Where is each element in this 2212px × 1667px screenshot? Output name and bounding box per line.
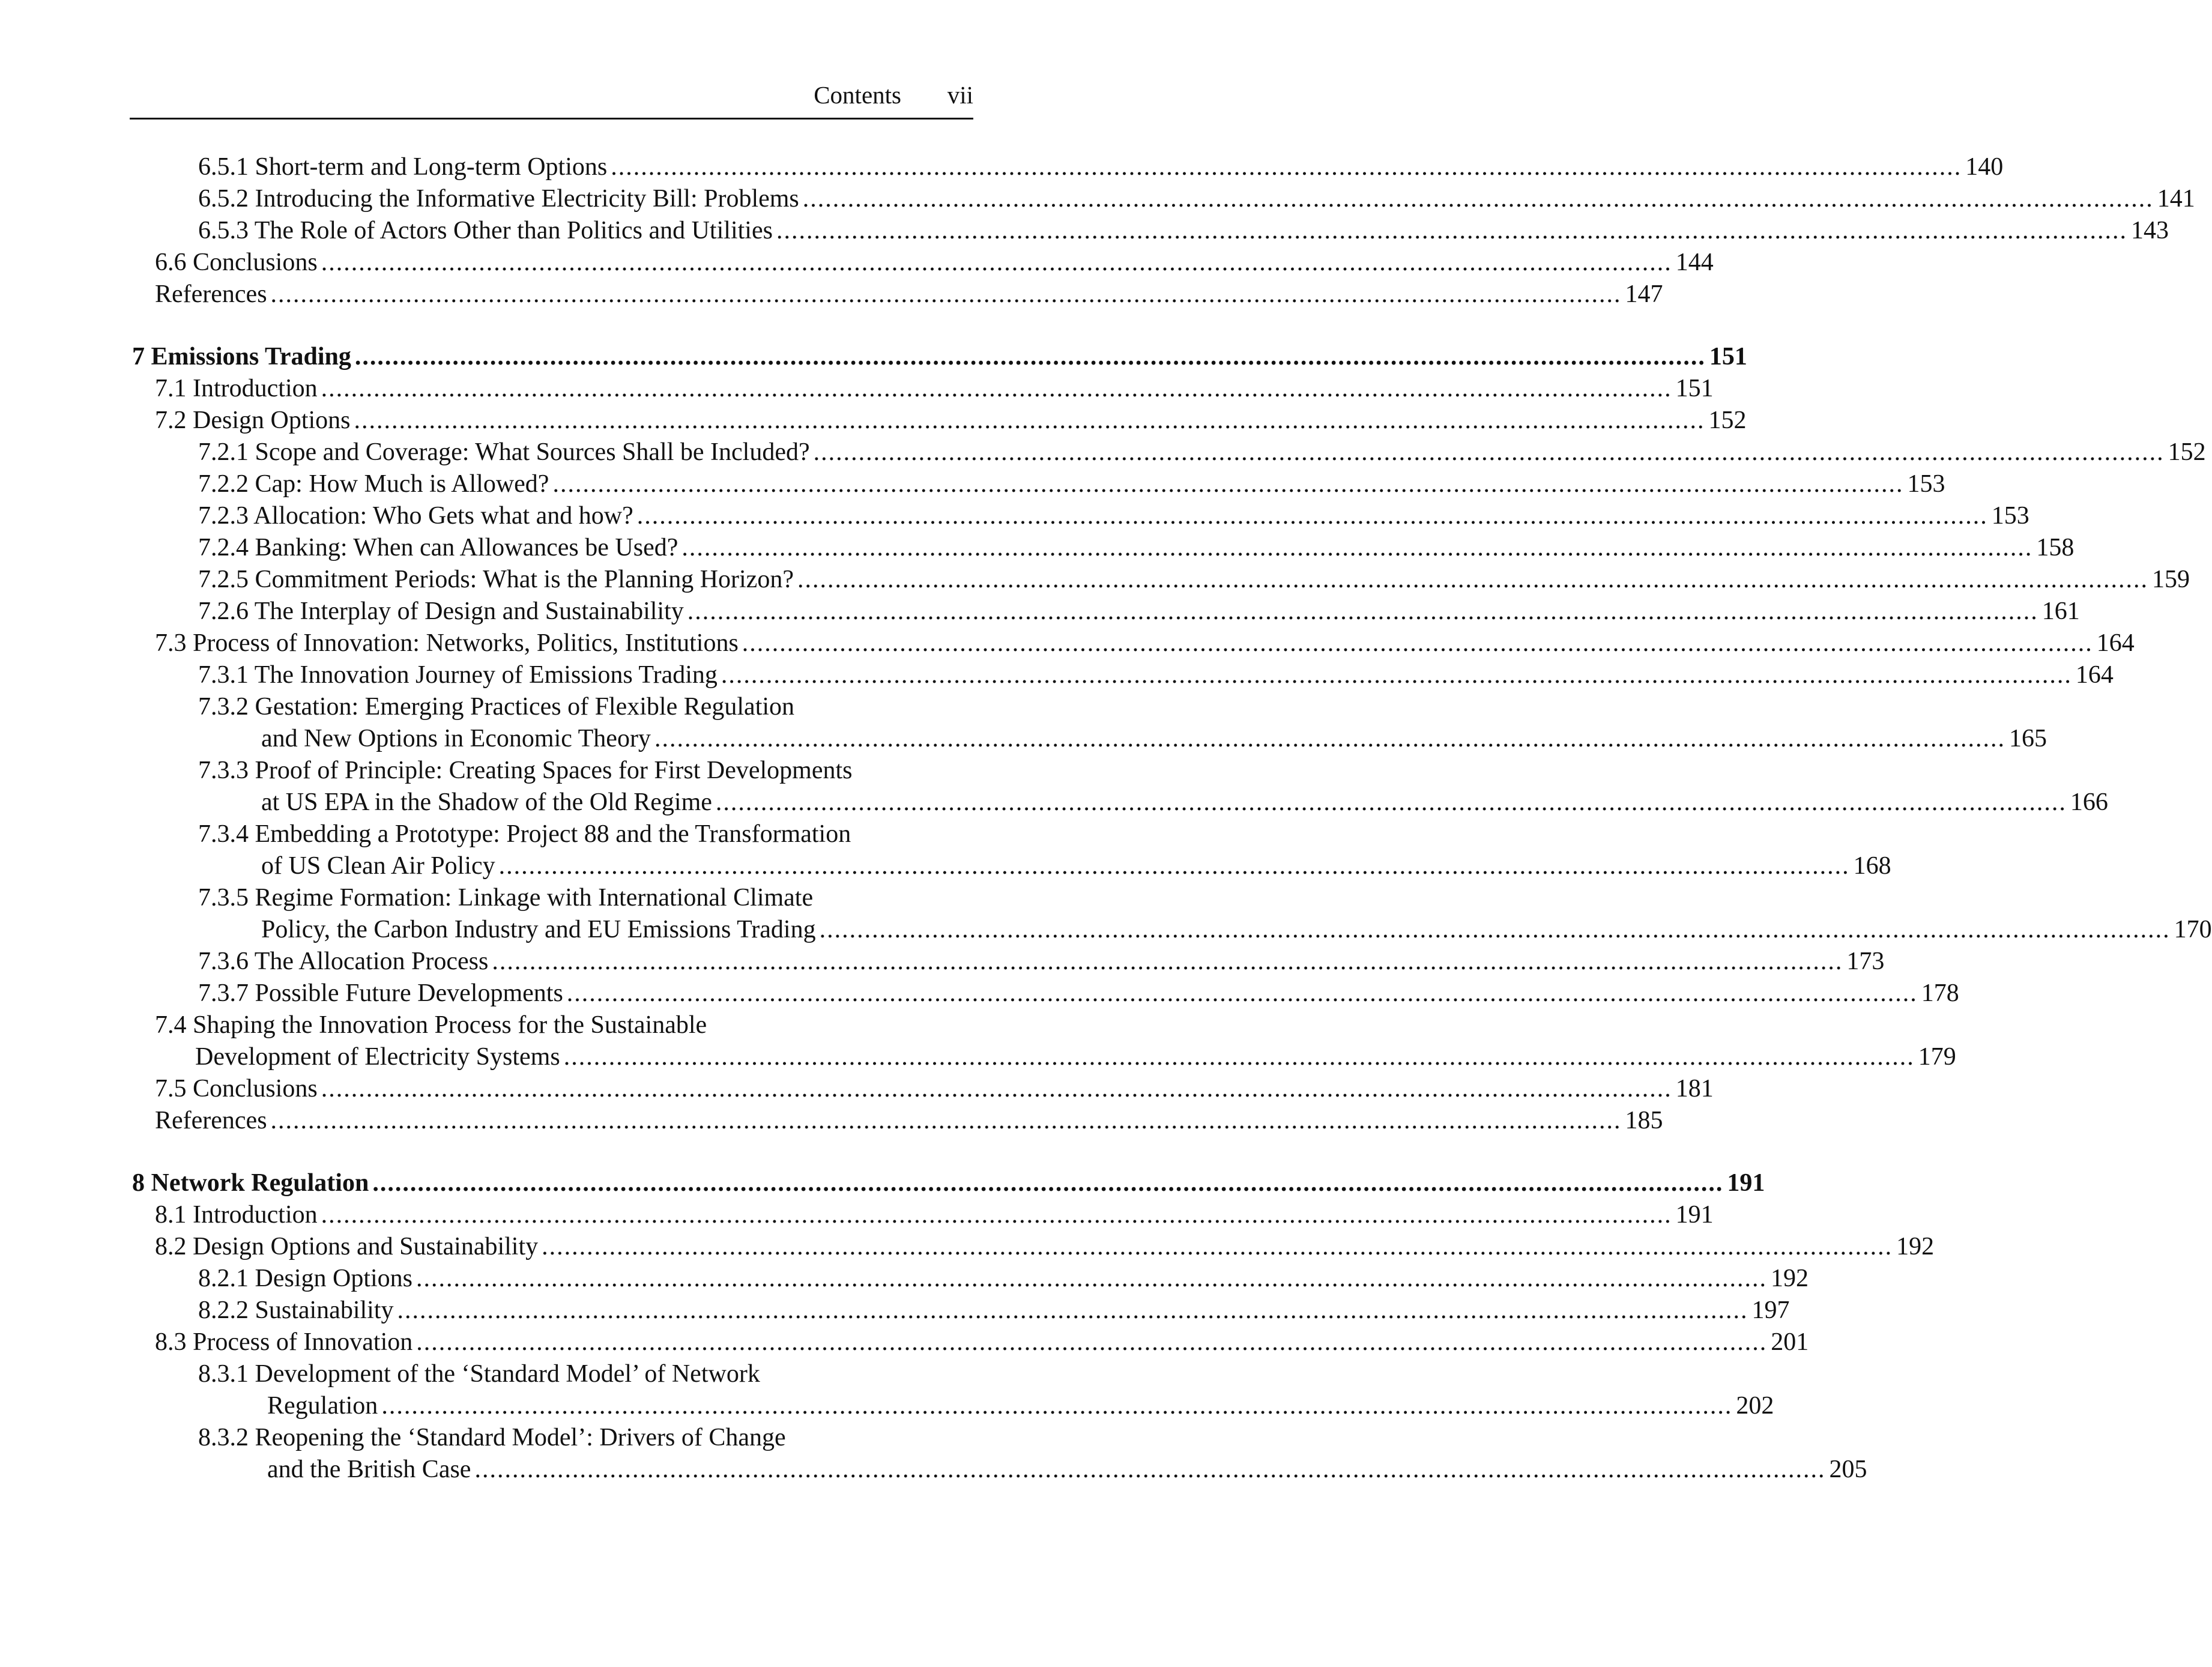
toc-entry[interactable] [0,596,2080,628]
toc-entry-title: References [155,1107,267,1134]
running-head-title: Contents [814,81,901,109]
page-number: vii [947,81,973,109]
toc-entry-page: 152 [1708,407,1747,434]
dot-leader: .................................................................................................................................................................................... [813,438,2165,466]
toc-entry[interactable] [0,405,1747,437]
toc-entry-page: 202 [1736,1392,1774,1420]
dot-leader: .................................................................................................................................................................................... [354,407,1705,434]
toc-entry-title: 8.2.2 Sustainability [198,1296,394,1324]
toc-entry-page: 147 [1625,280,1663,308]
toc-entry-title: of US Clean Air Policy [261,852,495,880]
dot-leader: .................................................................................................................................................................................... [372,1169,1724,1197]
toc-entry[interactable] [0,151,2004,183]
dot-leader: .................................................................................................................................................................................... [797,566,2148,593]
toc-entry-first-line: 7.3.3 Proof of Principle: Creating Spaces for First Developments [198,757,853,784]
toc-entry[interactable] [0,1041,1956,1073]
toc-entry[interactable] [0,1327,1809,1358]
dot-leader: .................................................................................................................................................................................... [492,948,1843,975]
toc-entry-page: 143 [2130,217,2169,244]
dot-leader: .................................................................................................................................................................................... [687,598,2038,625]
toc-entry[interactable] [0,1199,1714,1231]
toc-entry[interactable] [0,1263,1809,1295]
toc-entry-title: 8.3 Process of Innovation [155,1328,413,1356]
toc-entry-first-line: 7.4 Shaping the Innovation Process for the Sustainable [155,1011,707,1039]
toc-entry[interactable] [0,468,1945,500]
toc-chapter-entry[interactable] [0,341,1747,373]
toc-entry-page: 179 [1918,1043,1956,1071]
dot-leader: .................................................................................................................................................................................... [563,1043,1915,1071]
toc-entry-first-line: 7.3.5 Regime Formation: Linkage with International Climate [198,884,814,912]
dot-leader: .................................................................................................................................................................................... [270,1107,1622,1134]
toc-entry-title: References [155,280,267,308]
toc-entry[interactable] [0,1295,1790,1327]
toc-entry[interactable] [0,279,1663,310]
toc-entry-page: 192 [1771,1265,1809,1292]
dot-leader: .................................................................................................................................................................................... [742,629,2093,657]
toc-entry-title: 6.6 Conclusions [155,249,318,276]
toc-chapter-title: 8 Network Regulation [132,1169,369,1197]
dot-leader: .................................................................................................................................................................................... [819,916,2171,943]
toc-entry[interactable] [0,373,1714,405]
dot-leader: .................................................................................................................................................................................... [542,1233,1893,1260]
toc-entry-title: 8.2 Design Options and Sustainability [155,1233,539,1260]
toc-entry-title: 8.1 Introduction [155,1201,318,1229]
toc-entry-page: 166 [2070,788,2108,816]
toc-entry-page: 164 [2096,629,2135,657]
dot-leader: .................................................................................................................................................................................... [611,153,1962,181]
toc-entry-title: 7.2.5 Commitment Periods: What is the Planning Horizon? [198,566,794,593]
toc-entry-title: at US EPA in the Shadow of the Old Regime [261,788,712,816]
toc-entry-page: 197 [1751,1296,1790,1324]
toc-entry-title: 7.2.3 Allocation: Who Gets what and how? [198,502,633,530]
dot-leader: .................................................................................................................................................................................... [321,1201,1672,1229]
toc-entry[interactable] [0,1390,1774,1422]
dot-leader: .................................................................................................................................................................................... [416,1328,1768,1356]
toc-entry-page: 161 [2041,598,2080,625]
toc-entry-page: 181 [1675,1075,1714,1103]
toc-entry-page: 165 [2008,725,2047,752]
toc-entry-first-line: 8.3.1 Development of the ‘Standard Model’ of Network [198,1360,760,1388]
toc-entry-title: 8.2.1 Design Options [198,1265,412,1292]
toc-entry-page: 152 [2168,438,2206,466]
toc-entry[interactable] [0,532,2075,564]
dot-leader: .................................................................................................................................................................................... [636,502,1988,530]
dot-leader: .................................................................................................................................................................................... [498,852,1850,880]
toc-entry-first-line: 8.3.2 Reopening the ‘Standard Model’: Drivers of Change [198,1424,786,1451]
toc-entry[interactable] [0,914,2212,946]
toc-entry-title: 7.3.6 The Allocation Process [198,948,489,975]
toc-entry-title: 7.2.2 Cap: How Much is Allowed? [198,470,549,498]
toc-chapter-title: 7 Emissions Trading [132,343,351,371]
toc-entry-page: 141 [2157,185,2195,213]
dot-leader: .................................................................................................................................................................................... [721,661,2072,689]
toc-entry-title: Regulation [267,1392,378,1420]
toc-entry-page: 170 [2174,916,2212,943]
toc-entry[interactable] [0,946,1885,978]
toc-entry[interactable] [0,628,2135,659]
dot-leader: .................................................................................................................................................................................... [552,470,1904,498]
toc-entry-title: 7.2 Design Options [155,407,351,434]
dot-leader: .................................................................................................................................................................................... [321,375,1672,402]
toc-entry-page: 158 [2036,534,2075,561]
toc-entry[interactable] [0,215,2169,247]
toc-entry-title: 7.3.7 Possible Future Developments [198,979,563,1007]
toc-entry-title: Development of Electricity Systems [195,1043,560,1071]
toc-entry[interactable] [0,659,2114,691]
toc-entry-page: 173 [1846,948,1885,975]
dot-leader: .................................................................................................................................................................................... [354,343,1706,371]
toc-entry[interactable] [0,1073,1714,1105]
dot-leader: .................................................................................................................................................................................... [381,1392,1733,1420]
toc-entry[interactable] [0,500,2029,532]
toc-entry-title: 7.3.1 The Innovation Journey of Emissions Trading [198,661,718,689]
toc-entry-title: and the British Case [267,1456,471,1483]
toc-entry-page: 201 [1771,1328,1809,1356]
toc-entry-first-line: 7.3.2 Gestation: Emerging Practices of Flexible Regulation [198,693,795,721]
dot-leader: .................................................................................................................................................................................... [715,788,2067,816]
dot-leader: .................................................................................................................................................................................... [321,249,1672,276]
toc-entry-page: 153 [1991,502,2029,530]
toc-entry-page: 205 [1829,1456,1867,1483]
toc-chapter-page: 151 [1709,343,1747,371]
toc-entry-page: 185 [1625,1107,1663,1134]
toc-entry[interactable] [0,437,2206,468]
toc-entry[interactable] [0,978,1959,1009]
toc-entry-page: 192 [1896,1233,1935,1260]
toc-chapter-page: 191 [1727,1169,1765,1197]
toc-entry-page: 153 [1907,470,1945,498]
toc-entry[interactable] [0,1231,1935,1263]
toc-entry-title: Policy, the Carbon Industry and EU Emissions Trading [261,916,816,943]
toc-entry-title: 7.3 Process of Innovation: Networks, Politics, Institutions [155,629,739,657]
toc-entry-page: 144 [1675,249,1714,276]
toc-chapter-entry[interactable] [0,1167,1765,1199]
dot-leader: .................................................................................................................................................................................... [321,1075,1672,1103]
toc-entry[interactable] [0,723,2047,755]
dot-leader: .................................................................................................................................................................................... [397,1296,1748,1324]
toc-entry-page: 191 [1675,1201,1714,1229]
toc-entry-first-line: 7.3.4 Embedding a Prototype: Project 88 and the Transformation [198,820,851,848]
header-rule [130,118,973,120]
toc-entry[interactable] [0,564,2190,596]
dot-leader: .................................................................................................................................................................................... [776,217,2127,244]
toc-entry-title: 7.2.6 The Interplay of Design and Sustainability [198,598,684,625]
toc-entry-page: 164 [2075,661,2114,689]
dot-leader: .................................................................................................................................................................................... [654,725,2005,752]
toc-entry-title: 6.5.3 The Role of Actors Other than Politics and Utilities [198,217,773,244]
toc-entry-title: 7.5 Conclusions [155,1075,318,1103]
toc-entry-title: 7.2.1 Scope and Coverage: What Sources Shall be Included? [198,438,810,466]
toc-entry[interactable] [0,247,1714,279]
toc-entry-title: 7.2.4 Banking: When can Allowances be Used? [198,534,678,561]
dot-leader: .................................................................................................................................................................................... [566,979,1918,1007]
toc-entry[interactable] [0,183,2195,215]
toc-entry[interactable] [0,850,1891,882]
dot-leader: .................................................................................................................................................................................... [270,280,1622,308]
toc-entry[interactable] [0,787,2108,818]
toc-entry-title: 6.5.2 Introducing the Informative Electricity Bill: Problems [198,185,799,213]
dot-leader: .................................................................................................................................................................................... [681,534,2033,561]
running-head [130,77,973,113]
dot-leader: .................................................................................................................................................................................... [474,1456,1826,1483]
dot-leader: .................................................................................................................................................................................... [416,1265,1767,1292]
toc-entry-page: 159 [2151,566,2190,593]
toc-entry-title: and New Options in Economic Theory [261,725,651,752]
toc-entry[interactable] [0,1454,1867,1486]
toc-entry-page: 140 [1965,153,2004,181]
toc-entry-page: 178 [1921,979,1959,1007]
toc-entry[interactable] [0,1105,1663,1137]
toc-entry-title: 7.1 Introduction [155,375,318,402]
dot-leader: .................................................................................................................................................................................... [802,185,2154,213]
toc-entry-page: 168 [1853,852,1891,880]
toc-entry-title: 6.5.1 Short-term and Long-term Options [198,153,608,181]
toc-entry-page: 151 [1675,375,1714,402]
